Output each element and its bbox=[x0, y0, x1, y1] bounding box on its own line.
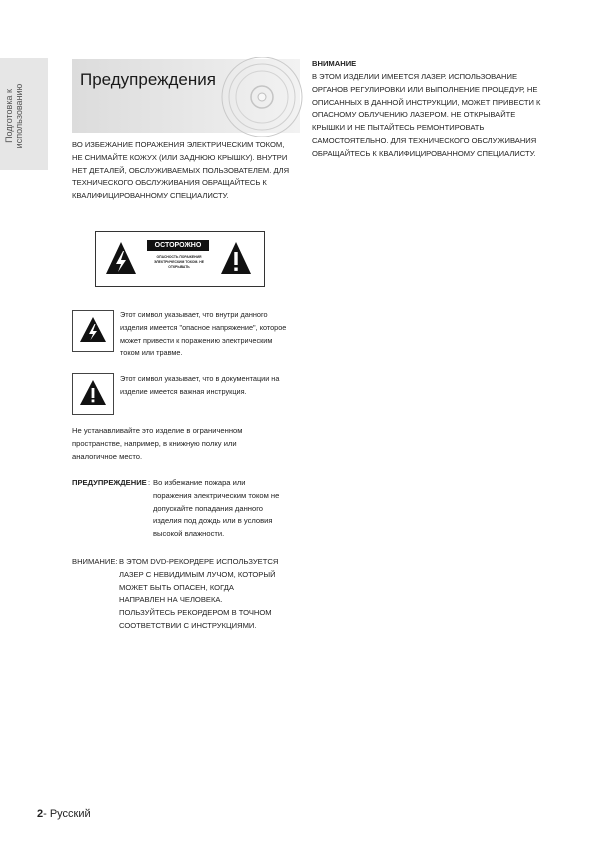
lightning-triangle-icon bbox=[104, 240, 138, 276]
attention-line: ПОЛЬЗУЙТЕСЬ РЕКОРДЕРОМ В ТОЧНОМ bbox=[119, 608, 272, 618]
warning-line: высокой влажности. bbox=[153, 529, 225, 539]
warning-label: ПРЕДУПРЕЖДЕНИЕ bbox=[72, 478, 147, 487]
side-tab-label bbox=[4, 60, 44, 172]
warning-line: Во избежание пожара или bbox=[153, 478, 246, 487]
disc-icon bbox=[214, 57, 304, 137]
attention-line: СООТВЕТСТВИИ С ИНСТРУКЦИЯМИ. bbox=[119, 620, 257, 630]
attention-label: ВНИМАНИЕ: bbox=[72, 557, 118, 566]
warning-line: допускайте попадания данного bbox=[153, 503, 264, 513]
attention-line: МОЖЕТ БЫТЬ ОПАСЕН, КОГДА bbox=[119, 582, 234, 592]
page-title: Предупреждения bbox=[80, 70, 216, 89]
exclamation-triangle-icon bbox=[79, 379, 107, 407]
symbol-description: Этот символ указывает, что внутри данного изделия имеется "опасное напряжение", которое может привести к поражению электрическим током или травме. bbox=[120, 310, 287, 358]
warning-text bbox=[153, 477, 303, 541]
placement-note: Не устанавливайте это изделие в ограниченном пространстве, например, в книжную полку или аналогичное место. bbox=[72, 426, 243, 461]
lightning-triangle-icon bbox=[79, 316, 107, 344]
right-heading: ВНИМАНИЕ bbox=[312, 59, 357, 68]
attention-line: НАПРАВЛЕН НА ЧЕЛОВЕКА. bbox=[119, 595, 223, 605]
intro-paragraph: ВО ИЗБЕЖАНИЕ ПОРАЖЕНИЯ ЭЛЕКТРИЧЕСКИМ ТОКОМ, НЕ СНИМАЙТЕ КОЖУХ (ИЛИ ЗАДНЮЮ КРЫШКУ). ВНУТРИ НЕТ ДЕТАЛЕЙ, ОБСЛУЖИВАЕМЫХ ПОЛЬЗОВАТЕЛЕМ. ДЛЯ ТЕХНИЧЕСКОГО ОБСЛУЖИВАНИЯ ОБРАЩАЙТЕСЬ К КВАЛИФИЦИРОВАННОМУ СПЕЦИАЛИСТУ. bbox=[72, 140, 290, 201]
warning-line: изделия под дождь или в условия bbox=[153, 516, 273, 526]
side-tab-line-2: использованию bbox=[14, 83, 24, 149]
right-paragraph: В ЭТОМ ИЗДЕЛИИ ИМЕЕТСЯ ЛАЗЕР. ИСПОЛЬЗОВАНИЕ ОРГАНОВ РЕГУЛИРОВКИ ИЛИ ВЫПОЛНЕНИЕ ПРОЦЕДУР, НЕ ОПИСАННЫХ В ДАННОЙ ИНСТРУКЦИИ, МОЖЕТ ПРИВЕСТИ К ОПАСНОМУ ОБЛУЧЕНИЮ ЛАЗЕРОМ. НЕ ОТКРЫВАЙТЕ КРЫШКИ И НЕ ПЫТАЙТЕСЬ РЕМОНТИРОВАТЬ САМОСТОЯТЕЛЬНО. ДЛЯ ТЕХНИЧЕСКОГО ОБСЛУЖИВАНИЯ ОБРАЩАЙТЕСЬ К КВАЛИФИЦИРОВАННОМУ СПЕЦИАЛИСТУ. bbox=[312, 72, 541, 158]
symbol-description: Этот символ указывает, что в документации на изделие имеется важная инструкция. bbox=[120, 374, 280, 396]
caution-label: ОСТОРОЖНО bbox=[147, 240, 209, 251]
page-footer bbox=[37, 808, 91, 820]
caution-small-text: ОПАСНОСТЬ ПОРАЖЕНИЯ ЭЛЕКТРИЧЕСКИМ ТОКОМ. НЕ ОТКРЫВАТЬ bbox=[154, 255, 204, 269]
attention-line: ЛАЗЕР С НЕВИДИМЫМ ЛУЧОМ, КОТОРЫЙ bbox=[119, 569, 276, 579]
attention-text bbox=[119, 556, 309, 633]
warning-line: поражения электрическим током не bbox=[153, 490, 280, 500]
page-language: - Русский bbox=[43, 808, 91, 820]
side-tab-line-1: Подготовка к bbox=[4, 89, 14, 143]
exclamation-triangle-icon bbox=[219, 240, 253, 276]
page-number: 2 bbox=[37, 808, 44, 820]
attention-line: В ЭТОМ DVD-РЕКОРДЕРЕ ИСПОЛЬЗУЕТСЯ bbox=[119, 557, 279, 566]
